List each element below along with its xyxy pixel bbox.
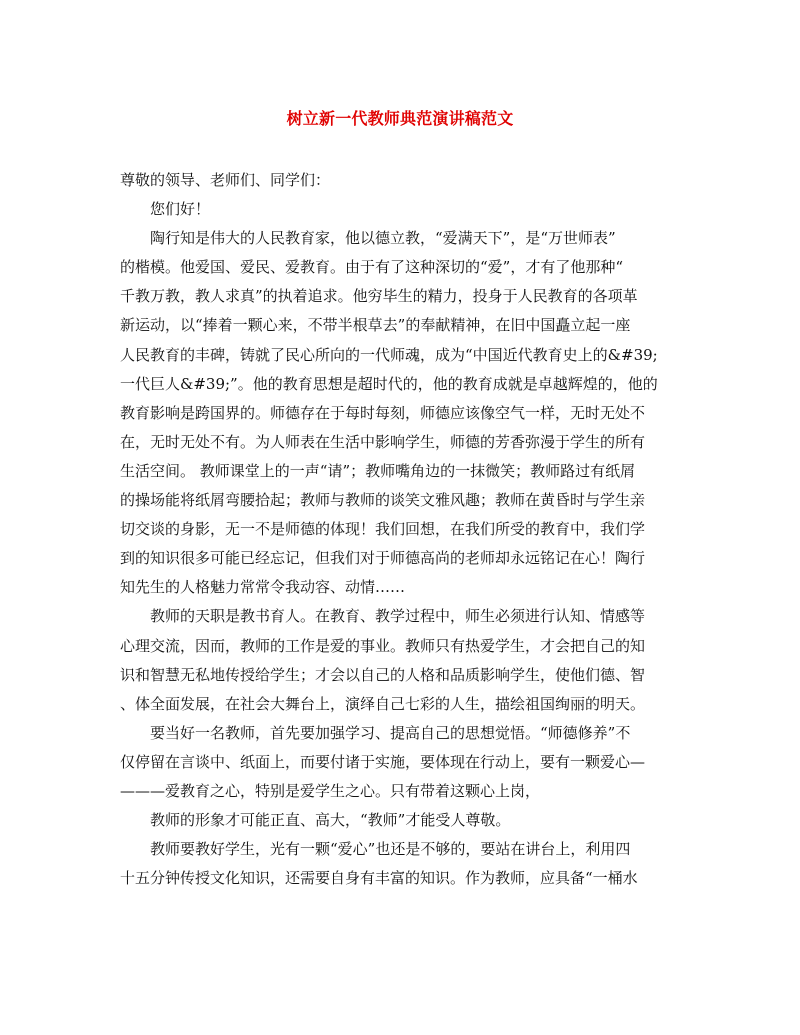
paragraph-line: 陶行知是伟大的人民教育家，他以德立教，“爱满天下”，是“万世师表” (150, 229, 616, 248)
paragraph-line: 教育影响是跨国界的。师德存在于每时每刻，师德应该像空气一样，无时无处不 (120, 403, 646, 422)
paragraph-line: 一代巨人&#39;”。他的教育思想是超时代的，他的教育成就是卓越辉煌的，他的 (120, 374, 658, 393)
paragraph-line: 在，无时无处不有。为人师表在生活中影响学生，师德的芳香弥漫于学生的所有 (120, 432, 646, 451)
document-title: 树立新一代教师典范演讲稿范文 (286, 109, 514, 128)
paragraph-line: 千教万教，教人求真”的执着追求。他穷毕生的精力，投身于人民教育的各项革 (120, 287, 638, 306)
paragraph-line: 的楷模。他爱国、爱民、爱教育。由于有了这种深切的“爱”，才有了他那种“ (120, 258, 624, 277)
paragraph-line: 、体全面发展，在社会大舞台上，演绎自己七彩的人生，描绘祖国绚丽的明天。 (120, 694, 646, 713)
paragraph-line: 心理交流，因而，教师的工作是爱的事业。教师只有热爱学生，才会把自己的知 (120, 636, 646, 655)
paragraph-line: ———爱教育之心，特别是爱学生之心。只有带着这颗心上岗， (120, 781, 541, 800)
paragraph-line: 切交谈的身影，无一不是师德的体现！我们回想，在我们所受的教育中，我们学 (120, 520, 646, 539)
paragraph-line: 教师的天职是教书育人。在教育、教学过程中，师生必须进行认知、情感等 (150, 607, 646, 626)
paragraph-line: 仅停留在言谈中、纸面上，而要付诸于实施，要体现在行动上，要有一颗爱心— (120, 752, 646, 771)
paragraph-line: 教师要教好学生，光有一颗“爱心”也还是不够的，要站在讲台上，利用四 (150, 840, 631, 859)
paragraph-line: 到的知识很多可能已经忘记，但我们对于师德高尚的老师却永远铭记在心！陶行 (120, 549, 646, 568)
paragraph-line: 生活空间。 教师课堂上的一声“请”；教师嘴角边的一抹微笑；教师路过有纸屑 (120, 461, 636, 480)
paragraph-line: 新运动，以“捧着一颗心来，不带半根草去”的奉献精神，在旧中国矗立起一座 (120, 316, 631, 335)
paragraph-line: 人民教育的丰碑，铸就了民心所向的一代师魂，成为“中国近代教育史上的&#39; (120, 345, 658, 364)
paragraph-line: 识和智慧无私地传授给学生；才会以自己的人格和品质影响学生，使他们德、智 (120, 665, 646, 684)
paragraph-line: 的操场能将纸屑弯腰拾起；教师与教师的谈笑文雅风趣；教师在黄昏时与学生亲 (120, 491, 646, 510)
paragraph-line: 教师的形象才可能正直、高大，“教师”才能受人尊敬。 (150, 811, 511, 830)
paragraph-line: 知先生的人格魅力常常令我动容、动情…… (120, 578, 406, 597)
greeting-line: 您们好！ (150, 200, 211, 219)
paragraph-line: 十五分钟传授文化知识，还需要自身有丰富的知识。作为教师，应具备“一桶水 (120, 869, 638, 888)
salutation-line: 尊敬的领导、老师们、同学们： (120, 171, 331, 189)
paragraph-line: 要当好一名教师，首先要加强学习、提高自己的思想觉悟。“师德修养”不 (150, 723, 631, 742)
document-body (120, 166, 682, 893)
